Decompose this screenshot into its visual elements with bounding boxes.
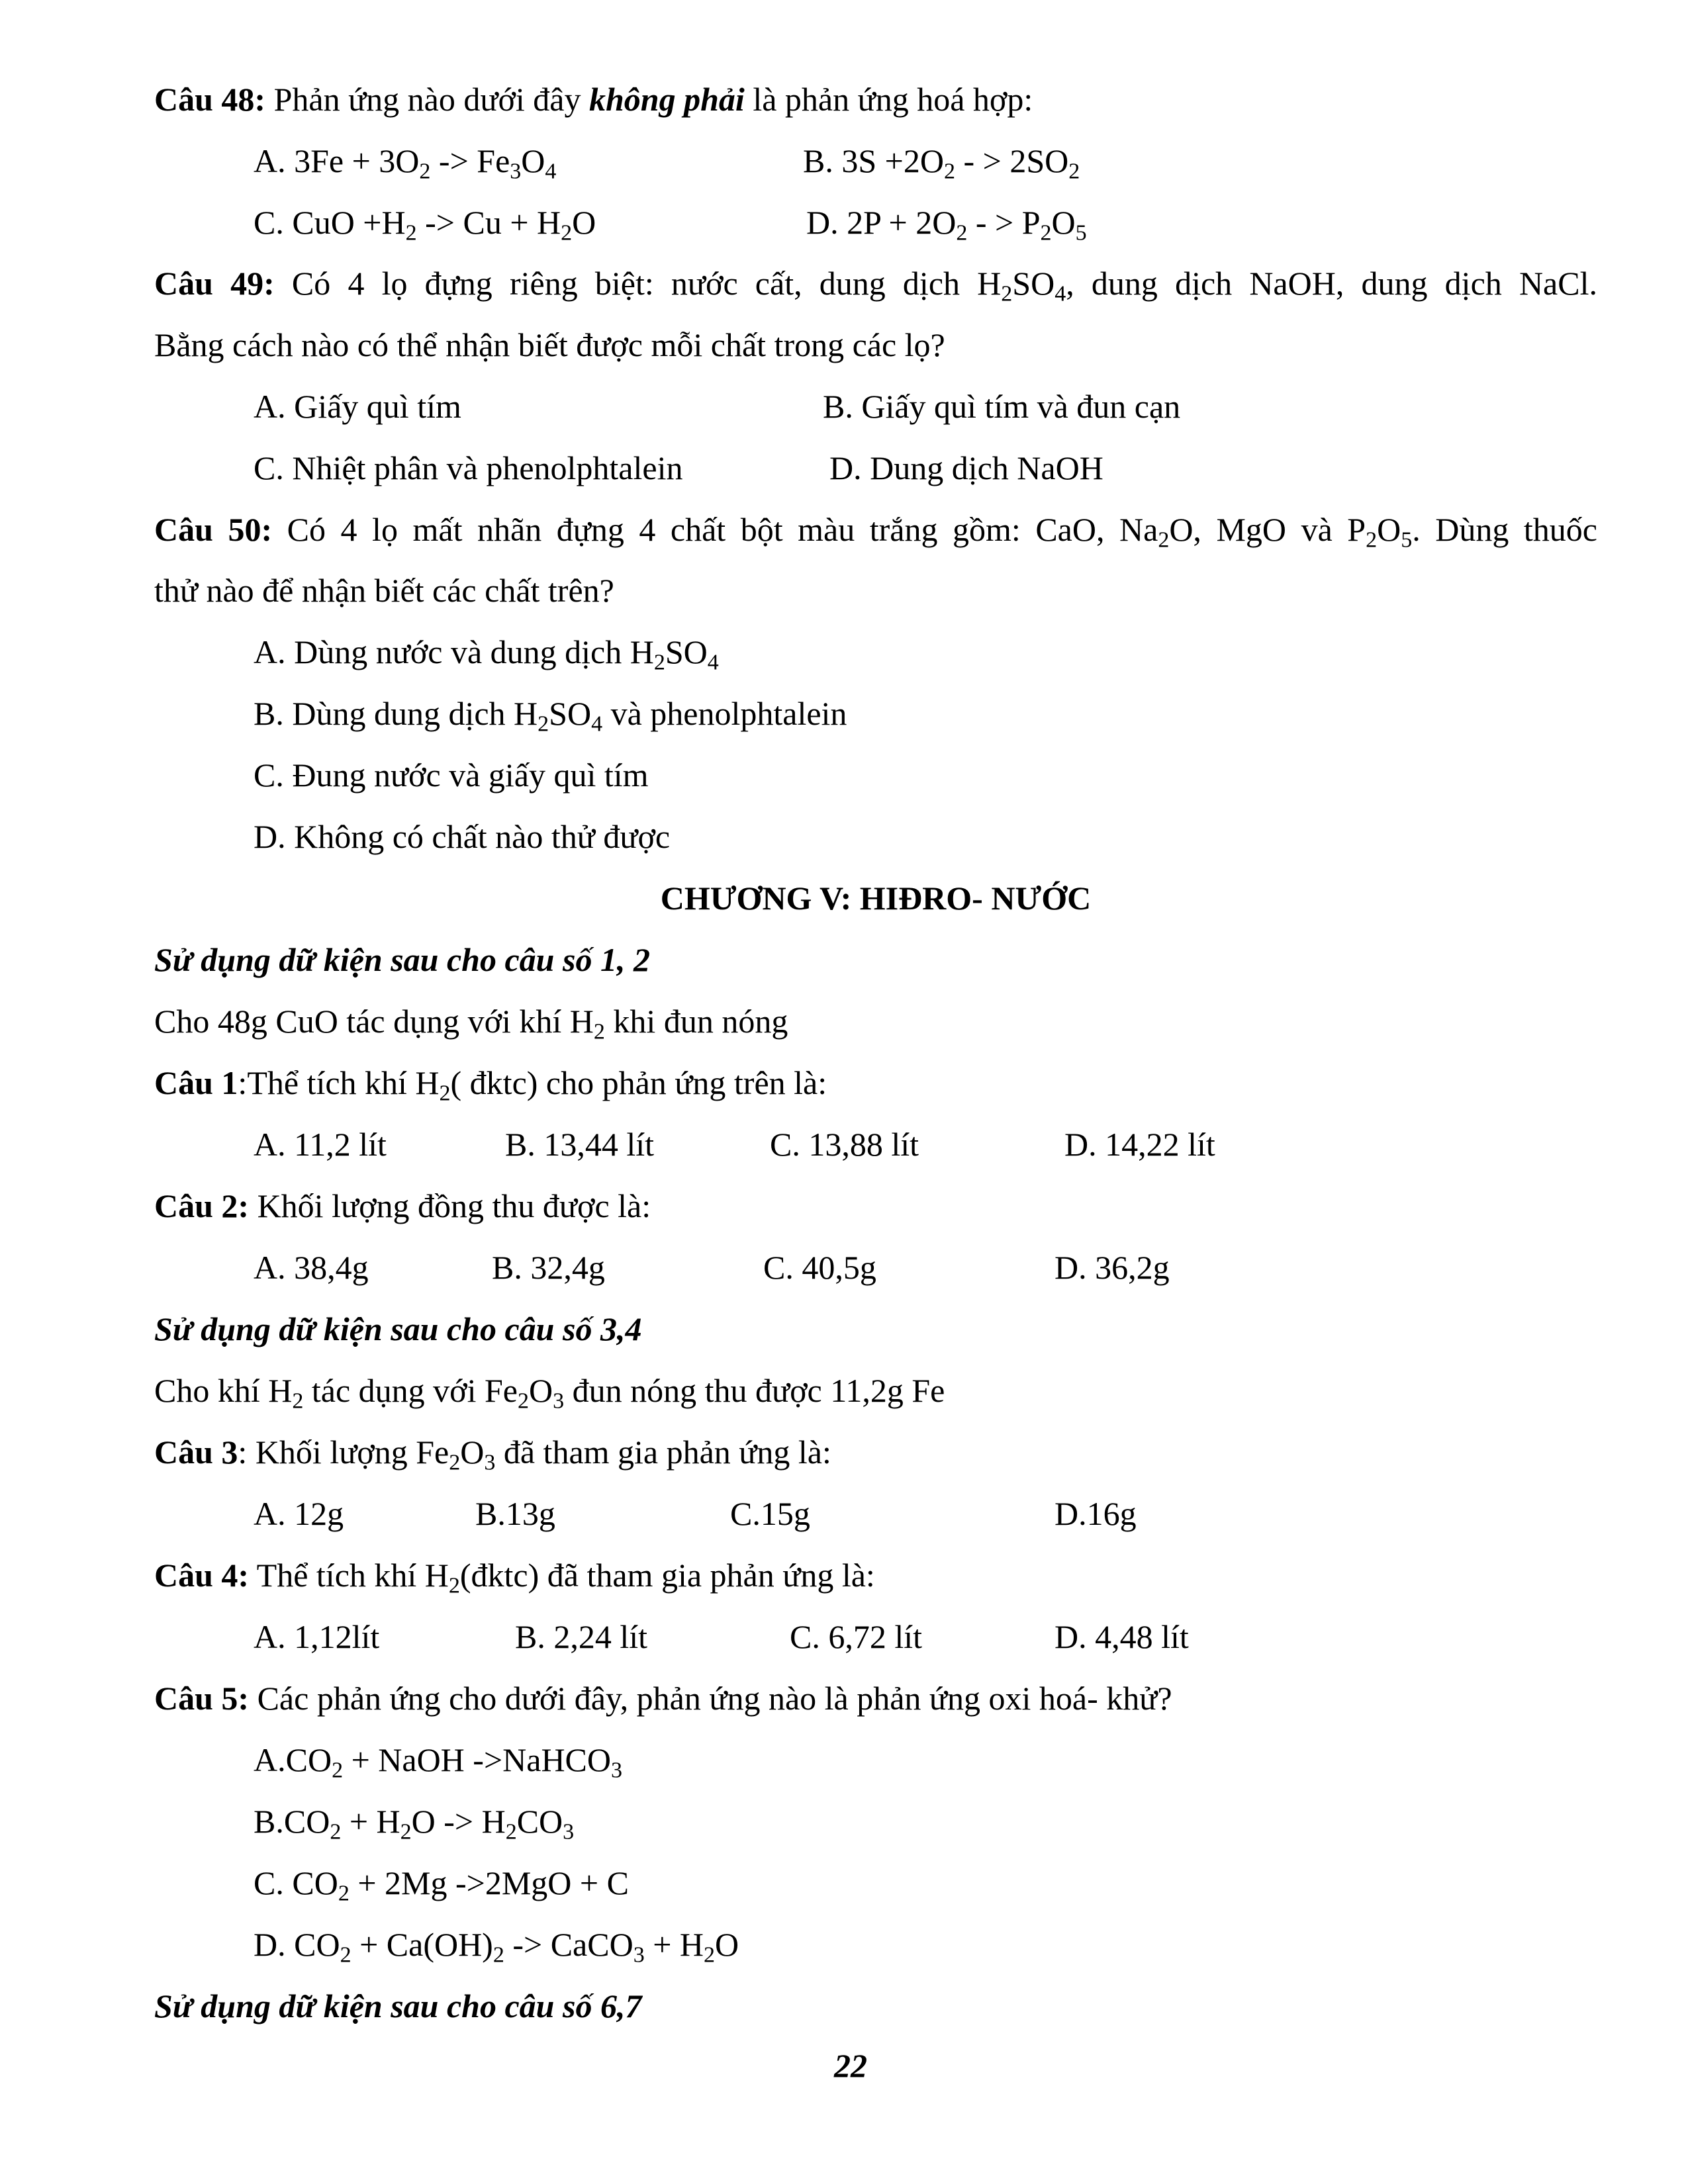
q50-stem-line1: Câu 50: Có 4 lọ mất nhãn đựng 4 chất bột màu trắng gồm: CaO, $Na_2O$, MgO và $P_2O_5$. Dùng thuốc (154, 511, 1597, 553)
q50-option-d: D. Không có chất nào thử được (254, 818, 671, 855)
q48-emphasis: không phải (589, 81, 745, 118)
q2-option-b: B. 32,4g (492, 1249, 605, 1286)
q50-label: Câu 50: (154, 511, 273, 548)
q5-option-b: $B.CO_2 + H_2O -> H_2CO_3$ (254, 1803, 575, 1844)
q4-option-d: D. 4,48 lít (1055, 1618, 1189, 1655)
data-given-q1-2: Cho 48g CuO tác dụng với khí $H_2$ khi đun nóng (154, 1003, 788, 1044)
q48-option-a: A. $3Fe + 3O_2 -> Fe_3O_4$ (254, 142, 557, 184)
q4-label: Câu 4: (154, 1557, 250, 1594)
q1-option-a: A. 11,2 lít (254, 1126, 387, 1163)
q3-stem: Câu 3: Khối lượng $Fe_2O_3$ đã tham gia phản ứng là: (154, 1433, 831, 1475)
q48-option-b: B. $3S +2O_2$ - > $2SO_2$ (803, 142, 1080, 184)
q2-stem: Câu 2: Khối lượng đồng thu được là: (154, 1187, 651, 1224)
q1-stem: Câu 1:Thể tích khí $H_2$( đktc) cho phản ứng trên là: (154, 1064, 827, 1106)
q3-label: Câu 3 (154, 1433, 238, 1471)
q2-option-c: C. 40,5g (763, 1249, 876, 1286)
q2-label: Câu 2: (154, 1187, 250, 1224)
page-number: 22 (834, 2047, 867, 2084)
q1-option-c: C. 13,88 lít (770, 1126, 919, 1163)
q48-stem: Câu 48: Phản ứng nào dưới đây không phải là phản ứng hoá hợp: (154, 81, 1033, 118)
q1-label: Câu 1 (154, 1064, 238, 1101)
q49-option-c: C. Nhiệt phân và phenolphtalein (254, 449, 683, 486)
q48-option-c: C. CuO $+H_2 -> Cu + H_2O$ (254, 204, 596, 246)
q4-option-a: A. 1,12lít (254, 1618, 380, 1655)
q49-stem-line1: Câu 49: Có 4 lọ đựng riêng biệt: nước cất, dung dịch $H_2SO_4$, dung dịch NaOH, dung dịch NaCl. (154, 265, 1597, 306)
q4-option-b: B. 2,24 lít (515, 1618, 648, 1655)
q2-option-a: A. 38,4g (254, 1249, 369, 1286)
q5-option-c: C. $CO_2 + 2Mg$ ->2MgO + C (254, 1864, 629, 1906)
q5-label: Câu 5: (154, 1680, 250, 1717)
q49-option-b: B. Giấy quì tím và đun cạn (823, 388, 1181, 425)
data-given-q3-4: Cho khí $H_2$ tác dụng với $Fe_2O_3$ đun nóng thu được 11,2g Fe (154, 1372, 945, 1414)
q49-option-d: D. Dung dịch NaOH (829, 449, 1103, 486)
q3-option-b: B.13g (475, 1495, 555, 1532)
q4-stem: Câu 4: Thể tích khí $H_2(đktc)$ đã tham gia phản ứng là: (154, 1557, 875, 1598)
q3-option-c: C.15g (730, 1495, 810, 1532)
q5-option-d: D. $CO_2 + Ca(OH)_2$ -> CaCO$_3$ + $H_2O$ (254, 1926, 739, 1968)
chapter-title: CHƯƠNG V: HIĐRO- NƯỚC (660, 880, 1092, 917)
data-heading-q3-4: Sử dụng dữ kiện sau cho câu số 3,4 (154, 1310, 642, 1347)
q48-option-d: D. $2P + 2O_2$ - > $P_2O_5$ (806, 204, 1087, 246)
q50-stem-line2: thử nào để nhận biết các chất trên? (154, 572, 614, 609)
q1-option-d: D. 14,22 lít (1064, 1126, 1215, 1163)
q50-option-a: A. Dùng nước và dung dịch $H_2SO_4$ (254, 633, 719, 675)
q1-option-b: B. 13,44 lít (505, 1126, 655, 1163)
q49-label: Câu 49: (154, 265, 275, 302)
q49-option-a: A. Giấy quì tím (254, 388, 461, 425)
q3-option-d: D.16g (1055, 1495, 1137, 1532)
q5-option-a: $A.CO_2$ + NaOH ->NaHCO$_3$ (254, 1741, 623, 1783)
q4-option-c: C. 6,72 lít (790, 1618, 923, 1655)
data-heading-q6-7: Sử dụng dữ kiện sau cho câu số 6,7 (154, 1987, 642, 2025)
q5-stem: Câu 5: Các phản ứng cho dưới đây, phản ứng nào là phản ứng oxi hoá- khử? (154, 1680, 1172, 1717)
q50-option-c: C. Đung nước và giấy quì tím (254, 756, 649, 794)
q3-option-a: A. 12g (254, 1495, 344, 1532)
q2-option-d: D. 36,2g (1055, 1249, 1170, 1286)
q50-option-b: B. Dùng dung dịch $H_2SO_4$ và phenolphtalein (254, 695, 847, 737)
q49-stem-line2: Bằng cách nào có thể nhận biết được mỗi chất trong các lọ? (154, 326, 945, 363)
data-heading-q1-2: Sử dụng dữ kiện sau cho câu số 1, 2 (154, 941, 650, 978)
q48-label: Câu 48: (154, 81, 266, 118)
